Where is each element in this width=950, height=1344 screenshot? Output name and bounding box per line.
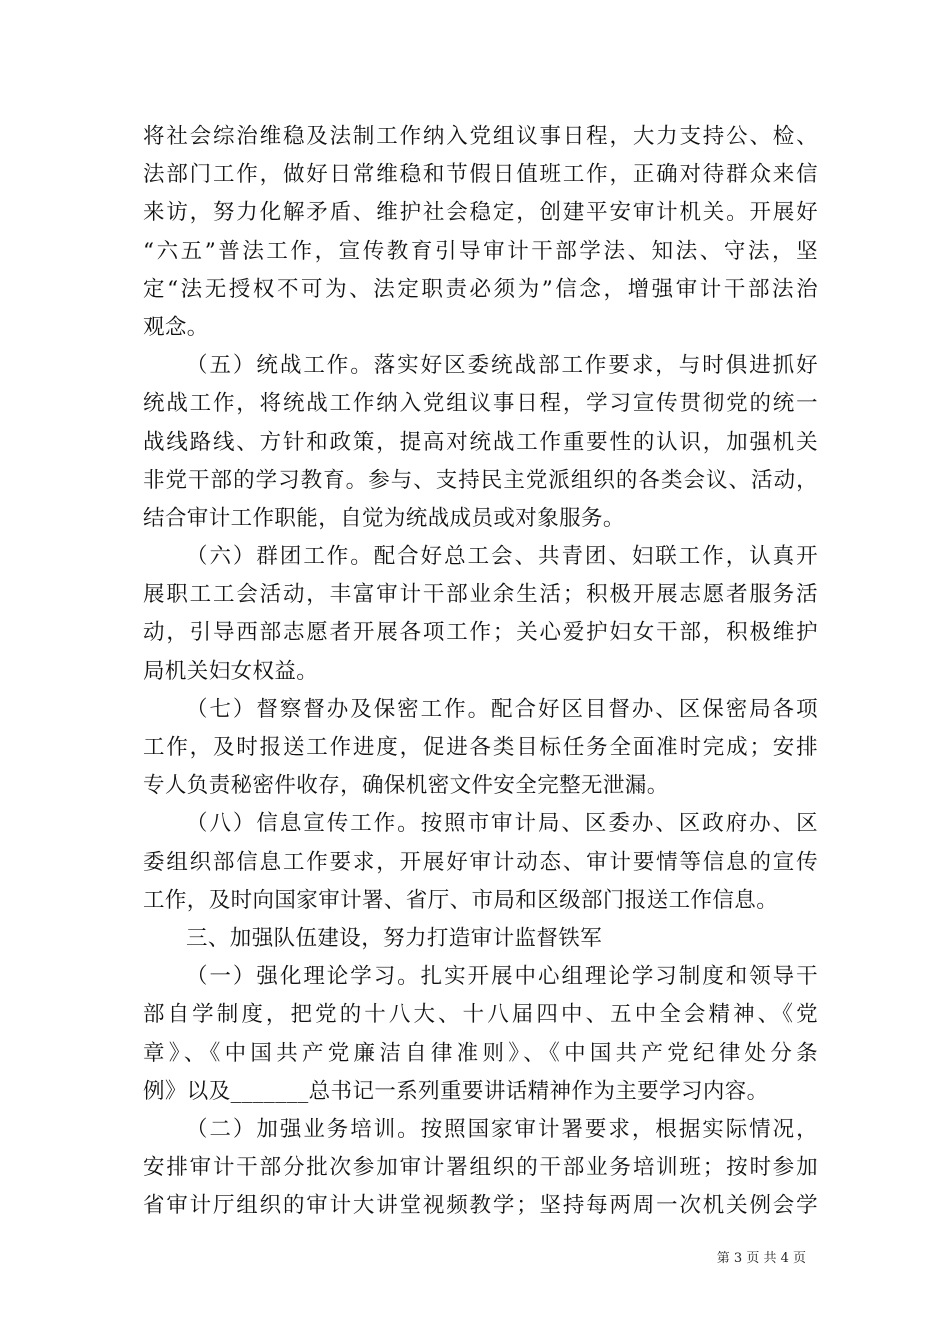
paragraph-start-line: （五）统战工作。落实好区委统战部工作要求，与时俱进抓好 — [186, 353, 818, 379]
paragraph-start-line: （二）加强业务培训。按照国家审计署要求，根据实际情况， — [186, 1116, 818, 1142]
document-body — [143, 118, 818, 1225]
text-line: 章》、《中国共产党廉洁自律准则》、《中国共产党纪律处分条 — [143, 1040, 818, 1066]
text-line: 部自学制度，把党的十八大、十八届四中、五中全会精神、《党 — [143, 1002, 818, 1028]
text-line: 省审计厅组织的审计大讲堂视频教学；坚持每两周一次机关例会学 — [143, 1193, 818, 1219]
text-line: 专人负责秘密件收存，确保机密文件安全完整无泄漏。 — [143, 773, 669, 799]
text-line: 安排审计干部分批次参加审计署组织的干部业务培训班；按时参加 — [143, 1155, 818, 1181]
text-line: 例》以及_______总书记一系列重要讲话精神作为主要学习内容。 — [143, 1078, 769, 1104]
text-line: 定“法无授权不可为、法定职责必须为”信念，增强审计干部法治 — [143, 276, 818, 302]
text-line: 法部门工作，做好日常维稳和节假日值班工作，正确对待群众来信 — [143, 162, 818, 188]
text-line: 来访，努力化解矛盾、维护社会稳定，创建平安审计机关。开展好 — [143, 200, 818, 226]
text-line: 观念。 — [143, 314, 209, 340]
text-line: 战线路线、方针和政策，提高对统战工作重要性的认识，加强机关 — [143, 429, 818, 455]
text-line: 工作，及时向国家审计署、省厅、市局和区级部门报送工作信息。 — [143, 887, 779, 913]
text-line: 统战工作，将统战工作纳入党组议事日程，学习宣传贯彻党的统一 — [143, 391, 818, 417]
section-heading: 三、加强队伍建设，努力打造审计监督铁军 — [186, 925, 603, 951]
text-line: 工作，及时报送工作进度，促进各类目标任务全面准时完成；安排 — [143, 735, 818, 760]
paragraph-start-line: （八）信息宣传工作。按照市审计局、区委办、区政府办、区 — [186, 811, 818, 837]
text-line: 将社会综治维稳及法制工作纳入党组议事日程，大力支持公、检、 — [143, 124, 818, 149]
text-line: 结合审计工作职能，自觉为统战成员或对象服务。 — [143, 505, 625, 531]
text-line: 展职工工会活动，丰富审计干部业余生活；积极开展志愿者服务活 — [143, 582, 818, 608]
paragraph-start-line: （七）督察督办及保密工作。配合好区目督办、区保密局各项 — [186, 696, 818, 722]
page-number-footer: 第 3 页 共 4 页 — [716, 1251, 806, 1266]
text-line: 委组织部信息工作要求，开展好审计动态、审计要情等信息的宣传 — [143, 849, 818, 875]
paragraph-start-line: （一）强化理论学习。扎实开展中心组理论学习制度和领导干 — [186, 964, 818, 990]
text-line: 局机关妇女权益。 — [143, 658, 319, 684]
text-line: “六五”普法工作，宣传教育引导审计干部学法、知法、守法，坚 — [143, 238, 818, 264]
text-line: 动，引导西部志愿者开展各项工作；关心爱护妇女干部，积极维护 — [143, 620, 818, 646]
paragraph-start-line: （六）群团工作。配合好总工会、共青团、妇联工作，认真开 — [186, 544, 818, 570]
text-line: 非党干部的学习教育。参与、支持民主党派组织的各类会议、活动， — [143, 467, 818, 493]
